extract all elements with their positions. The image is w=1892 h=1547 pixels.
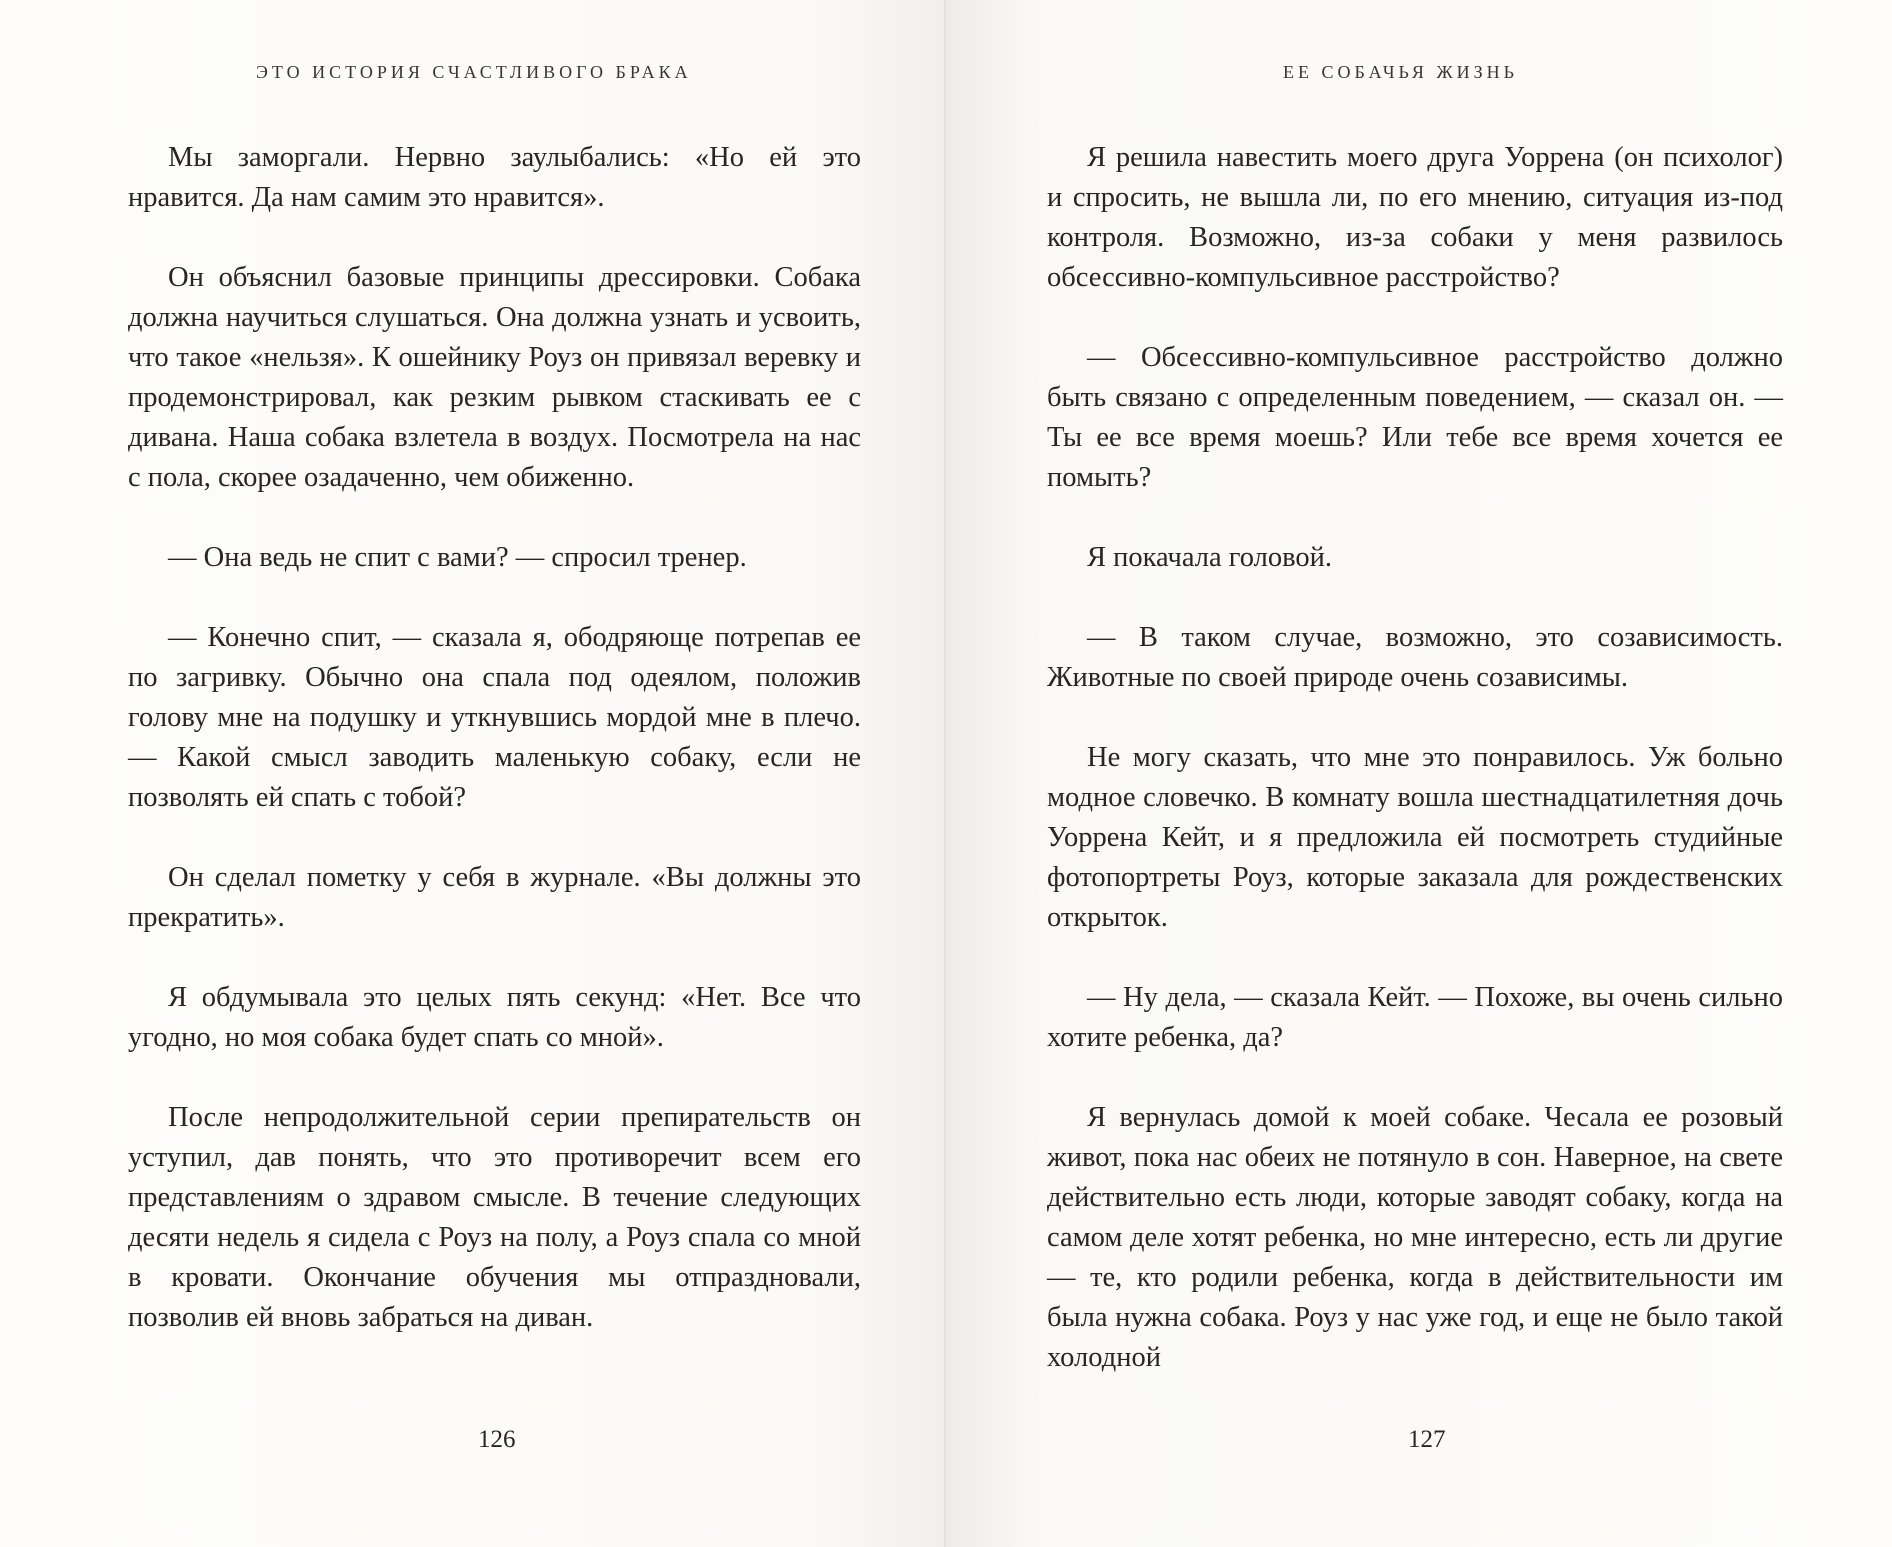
left-running-head: ЭТО ИСТОРИЯ СЧАСТЛИВОГО БРАКА [256, 62, 692, 82]
right-page [946, 0, 1892, 1547]
right-page-number: 127 [1408, 1426, 1446, 1453]
paragraph: После непродолжительной серии препирательств он уступил, дав понять, что это противоречит всем его представлениям о здравом смысле. В течение следующих десяти недель я сидела с Роуз на полу, а Роуз спала со мной в кровати. Окончание обучения мы отпраздновали, позволив ей вновь забраться на диван. [128, 1102, 861, 1333]
paragraph: Я вернулась домой к моей собаке. Чесала ее розовый живот, пока нас обеих не потянуло в сон. Наверное, на свете действительно есть люди, которые заводят собаку, когда на самом деле хотят ребенка, но мне интересно, есть ли другие — те, кто родили ребенка, когда в действительности им была нужна собака. Роуз у нас уже год, и еще не было такой холодной [1047, 1102, 1783, 1373]
paragraph: Он объяснил базовые принципы дрессировки. Собака должна научиться слушаться. Она должна узнать и усвоить, что такое «нельзя». К ошейнику Роуз он привязал веревку и продемонстрировал, как резким рывком стаскивать ее с дивана. Наша собака взлетела в воздух. Посмотрела на нас с пола, скорее озадаченно, чем обиженно. [128, 262, 861, 493]
paragraph: — Ну дела, — сказала Кейт. — Похоже, вы очень сильно хотите ребенка, да? [1047, 982, 1783, 1053]
left-page-number: 126 [478, 1426, 516, 1453]
right-running-head: ЕЕ СОБАЧЬЯ ЖИЗНЬ [1283, 62, 1518, 82]
paragraph: Мы заморгали. Нервно заулыбались: «Но ей это нравится. Да нам самим это нравится». [128, 142, 861, 213]
paragraph: Я решила навестить моего друга Уоррена (он психолог) и спросить, не вышла ли, по его мнению, ситуация из-под контроля. Возможно, из-за собаки у меня развилось обсессивно-компульсивное расстройство? [1047, 142, 1783, 293]
paragraph: — Конечно спит, — сказала я, ободряюще потрепав ее по загривку. Обычно она спала под одеялом, положив голову мне на подушку и уткнувшись мордой мне в плечо. — Какой смысл заводить маленькую собаку, если не позволять ей спать с тобой? [128, 622, 861, 813]
paragraph: Я покачала головой. [1087, 542, 1333, 573]
paragraph: — Она ведь не спит с вами? — спросил тренер. [168, 542, 747, 573]
paragraph: Не могу сказать, что мне это понравилось. Уж больно модное словечко. В комнату вошла шестнадцатилетняя дочь Уоррена Кейт, и я предложила ей посмотреть студийные фотопортреты Роуз, которые заказала для рождественских открыток. [1047, 742, 1783, 933]
paragraph: — Обсессивно-компульсивное расстройство должно быть связано с определенным поведением, — сказал он. — Ты ее все время моешь? Или тебе все время хочется ее помыть? [1047, 342, 1783, 493]
paragraph: Я обдумывала это целых пять секунд: «Нет. Все что угодно, но моя собака будет спать со мной». [128, 982, 861, 1053]
right-text-block [1047, 138, 1783, 1378]
left-text-block [128, 138, 861, 1338]
paragraph: — В таком случае, возможно, это созависимость. Животные по своей природе очень созависимы. [1047, 622, 1783, 693]
paragraph: Он сделал пометку у себя в журнале. «Вы должны это прекратить». [128, 862, 861, 933]
